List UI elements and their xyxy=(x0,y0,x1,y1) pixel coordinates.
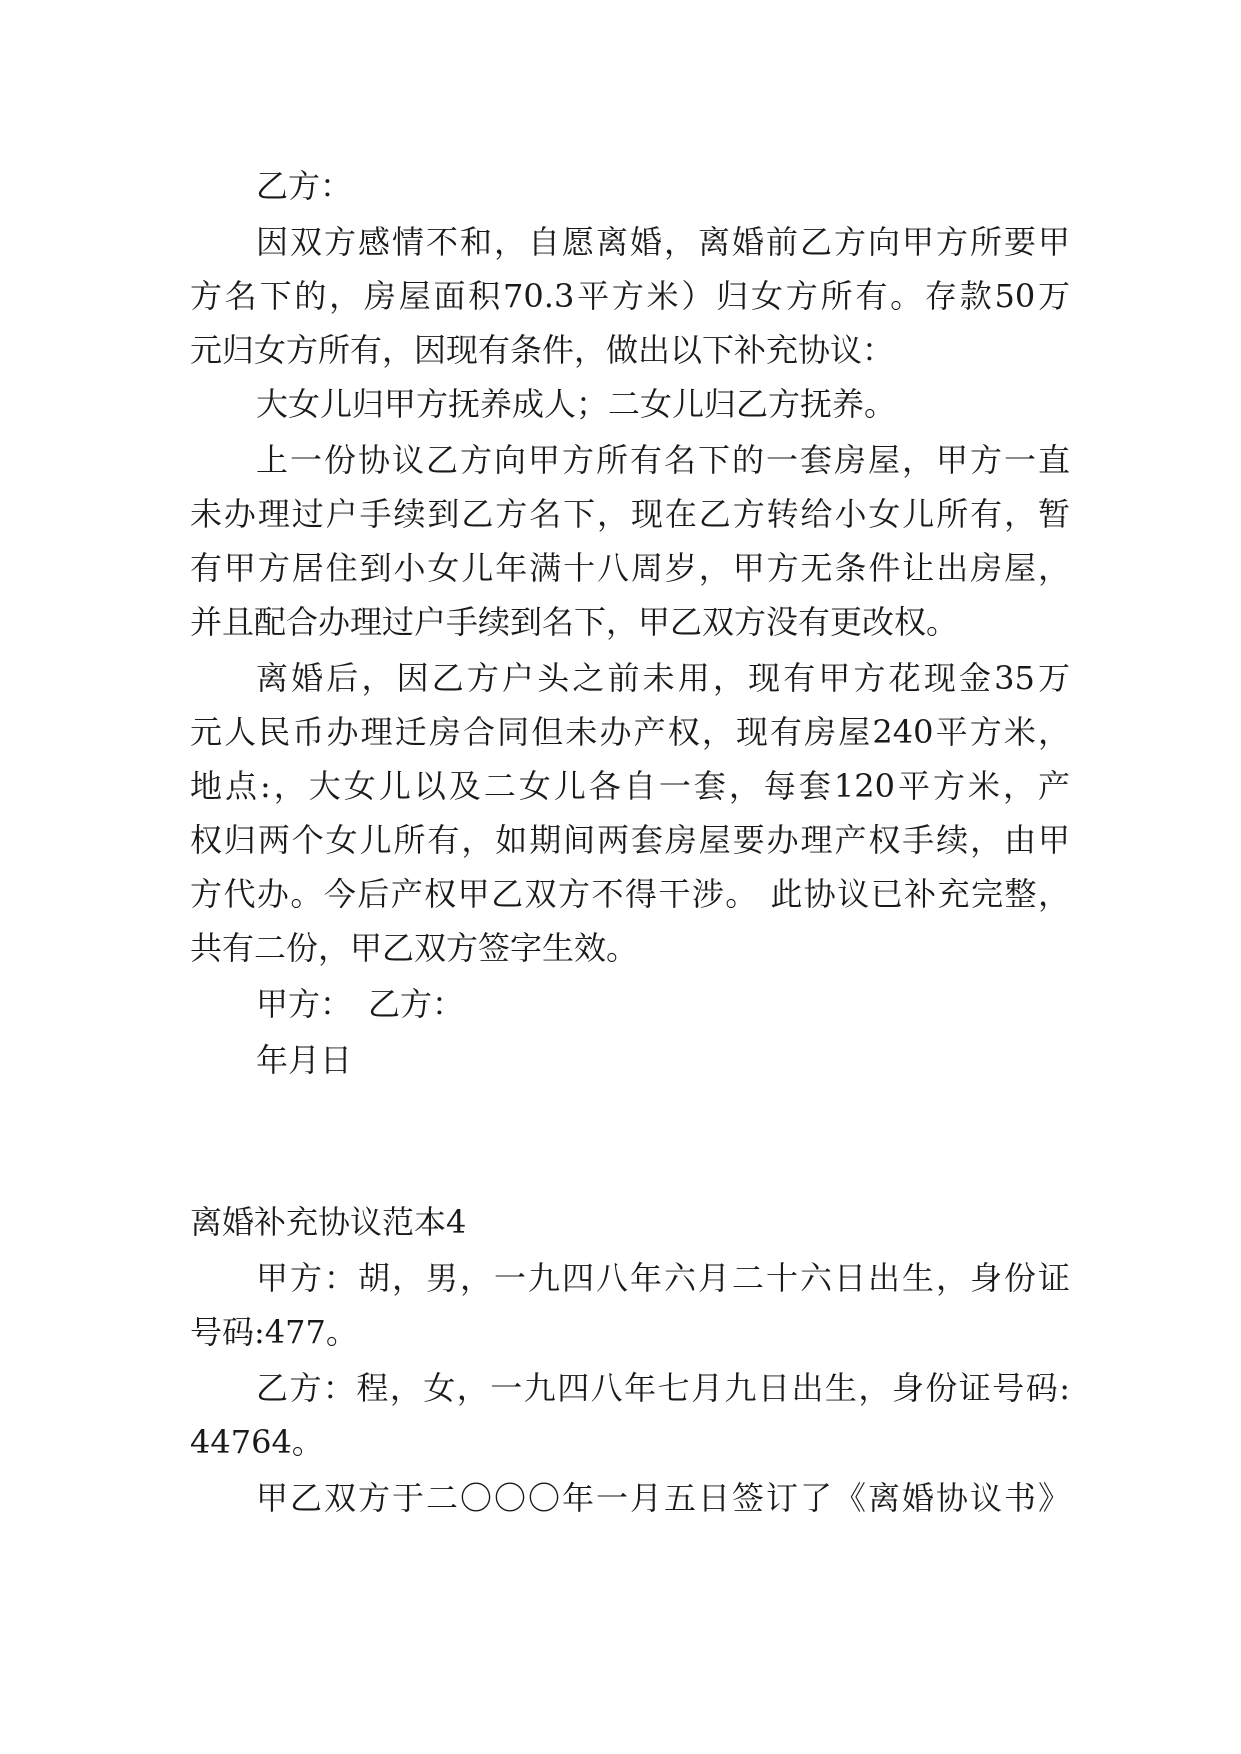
paragraph-line: 共有二份，甲乙双方签字生效。 xyxy=(190,929,639,967)
paragraph-line: 元归女方所有，因现有条件，做出以下补充协议： xyxy=(190,331,895,369)
paragraph-line: 因双方感情不和，自愿离婚，离婚前乙方向甲方所要甲 xyxy=(256,223,1070,261)
paragraph-line: 元人民币办理迁房合同但未办产权，现有房屋240平方米， xyxy=(190,713,1070,751)
paragraph-line: 号码:477。 xyxy=(190,1313,358,1351)
paragraph-line: 44764。 xyxy=(190,1423,324,1461)
paragraph-line: 有甲方居住到小女儿年满十八周岁，甲方无条件让出房屋， xyxy=(190,549,1070,587)
paragraph-line: 地点:，大女儿以及二女儿各自一套，每套120平方米，产 xyxy=(190,767,1070,805)
signature-line: 甲方： 乙方： xyxy=(256,985,465,1023)
paragraph-line: 离婚后，因乙方户头之前未用，现有甲方花现金35万 xyxy=(256,659,1070,697)
paragraph-line: 乙方：程，女，一九四八年七月九日出生，身份证号码: xyxy=(256,1369,1070,1407)
paragraph-line: 大女儿归甲方抚养成人；二女儿归乙方抚养。 xyxy=(256,385,897,423)
paragraph-line: 方名下的，房屋面积70.3平方米）归女方所有。存款50万 xyxy=(190,277,1070,315)
paragraph-line: 未办理过户手续到乙方名下，现在乙方转给小女儿所有，暂 xyxy=(190,495,1070,533)
paragraph-line: 并且配合办理过户手续到名下，甲乙双方没有更改权。 xyxy=(190,603,959,641)
paragraph-line: 权归两个女儿所有，如期间两套房屋要办理产权手续，由甲 xyxy=(190,821,1070,859)
paragraph-line: 甲方：胡，男，一九四八年六月二十六日出生，身份证 xyxy=(256,1259,1070,1297)
date-line: 年月日 xyxy=(256,1041,353,1079)
section-title: 离婚补充协议范本4 xyxy=(190,1203,467,1241)
paragraph-line: 上一份协议乙方向甲方所有名下的一套房屋，甲方一直 xyxy=(256,441,1070,479)
paragraph-line: 方代办。今后产权甲乙双方不得干涉。 此协议已补充完整， xyxy=(190,875,1070,913)
paragraph-line: 甲乙双方于二〇〇〇年一月五日签订了《离婚协议书》 xyxy=(256,1479,1070,1517)
party-b-label: 乙方： xyxy=(256,167,353,205)
